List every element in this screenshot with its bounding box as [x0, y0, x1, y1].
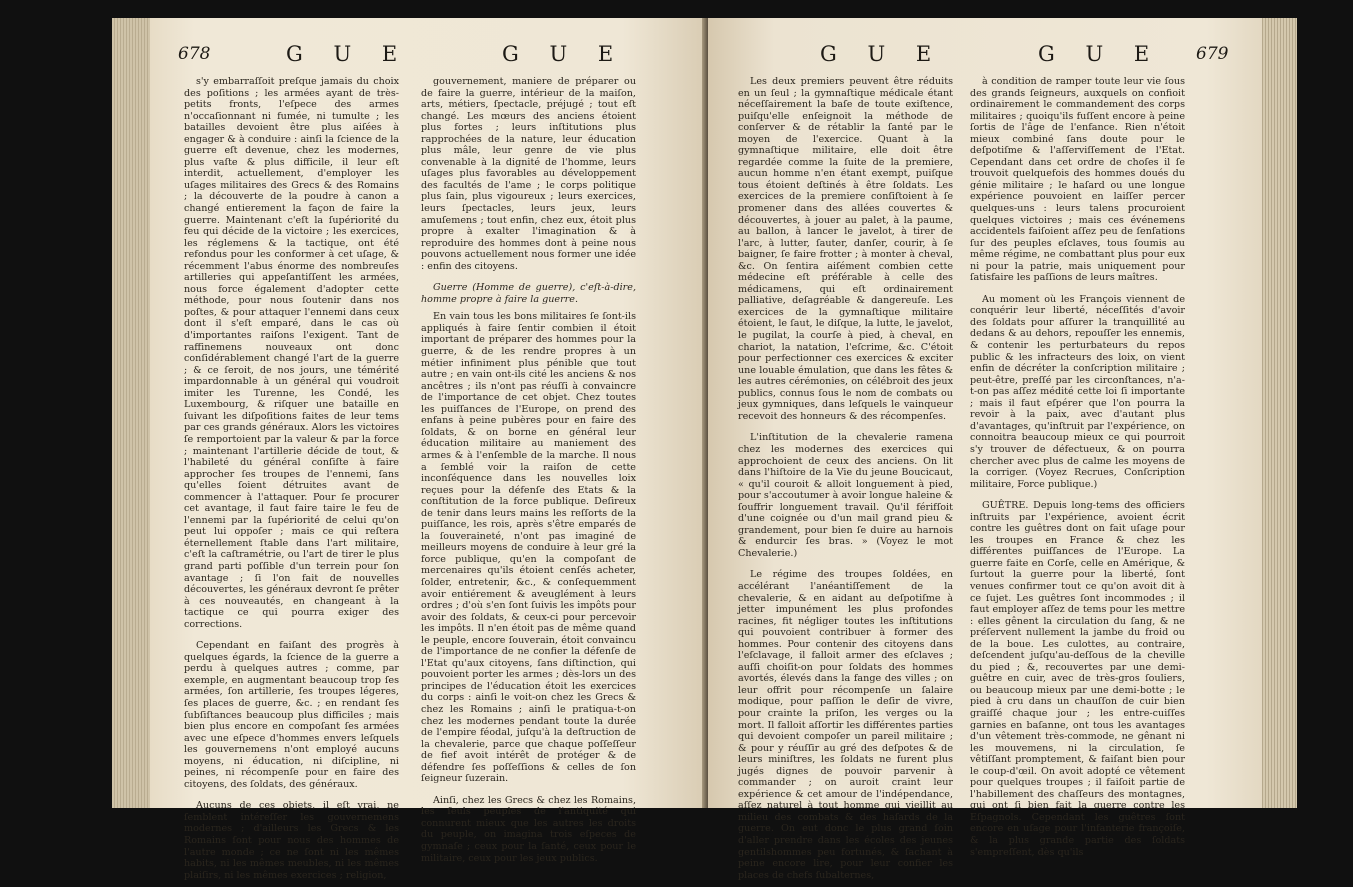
- paragraph: En vain tous les bons militaires ſe ſont-ils appliqués à faire ſentir combien il étoit important de préparer des hommes pour la guerre, & de les rendre propres à un métier infiniment plus pénible que tout autre ; en vain ont-ils cité les anciens & nos ancêtres ; ils n'ont pas réuſſi à convaincre de l'importance de cet objet. Chez toutes les puiſſances de l'Europe, on prend des enfans à peine pubères pour en faire des ſoldats, & on borne en général leur éducation militaire au maniement des armes & à l'enſemble de la marche. Il nous a ſemblé voir la raiſon de cette inconſéquence dans les nouvelles loix reçues pour la défenſe des Etats & la conſtitution de la force publique. Deſireux de tenir dans leurs mains les reſſorts de la puiſſance, les rois, après s'être emparés de la ſouveraineté, n'ont pas imaginé de meilleurs moyens de conduire à leur gré la force publique, qu'en la compoſant de mercenaires qu'ils étoient cenſés acheter, ſolder, entretenir, &c., & conſequemment avoir entiérement & aveuglément à leurs ordres ; d'où s'en ſont ſuivis les impôts pour avoir des ſoldats, & ceux-ci pour percevoir les impôts. Il n'en étoit pas de même quand le peuple, encore ſouverain, étoit convaincu de l'importance de ne confier la défenſe de l'Etat qu'aux citoyens, ſans diſtinction, qui pouvoient porter les armes ; dès-lors un des principes de l'éducation étoit les exercices du corps : ainſi le voit-on chez les Grecs & chez les Romains ; ainſi le pratiqua-t-on chez les modernes pendant toute la durée de l'empire féodal, juſqu'à la deſtruction de la chevalerie, parce que chaque poſſeſſeur de fief avoit intérêt de protéger & de défendre ſes poſſeſſions & celles de ſon ſeigneur ſuzerain.: [421, 311, 636, 785]
- left-page: [150, 18, 706, 881]
- paragraph: gouvernement, maniere de préparer ou de faire la guerre, intérieur de la maiſon, arts, métiers, ſpectacle, préjugé ; tout eſt changé. Les mœurs des anciens étoient plus fortes ; leurs inſtitutions plus rapprochées de la nature, leur éducation plus mâle, leur genre de vie plus convenable à la dignité de l'homme, leurs uſages plus favorables au développement des facultés de l'ame ; le corps politique plus ſain, plus vigoureux ; leurs exercices, leurs ſpectacles, leurs jeux, leurs amuſemens ; tout enfin, chez eux, étoit plus propre à exalter l'imagination & à reproduire des hommes dont à peine nous pouvons actuellement nous former une idée : enfin des citoyens.: [421, 76, 636, 272]
- right-running-head-word-2: G U E: [1038, 42, 1162, 66]
- paragraph: L'inſtitution de la chevalerie ramena chez les modernes des exercices qui approchoient de ceux des anciens. On lit dans l'hiſtoire de la Vie du jeune Boucicaut, « qu'il couroit & alloit longuement à pied, pour s'accoutumer à avoir longue haleine & ſouffrir longuement travail. Qu'il férifſoit d'une coignée ou d'un mail grand pieu & grandement, pour bien ſe duire au harnois & endurcir ſes bras. » (Voyez le mot Chevalerie.): [738, 432, 953, 559]
- paragraph: s'y embarraſſoit preſque jamais du choix des poſitions ; les armées ayant de très-petits fronts, l'eſpece des armes n'occaſionnant ni fumée, ni tumulte ; les batailles devoient être plus aiſées à engager & à conduire : ainſi la ſcience de la guerre eſt devenue, chez les modernes, plus vaſte & plus difficile, il leur eſt interdit, actuellement, d'employer les uſages militaires des Grecs & des Romains ; la découverte de la poudre à canon a changé entierement la façon de faire la guerre. Maintenant c'eſt la ſupériorité du feu qui décide de la victoire ; les exercices, les réglemens & la tactique, ont été refondus pour les conformer à cet uſage, & récemment l'abus énorme des nombreuſes artilleries qui appeſantiſſent les armées, nous force également d'adopter cette méthode, pour nous ſoutenir dans nos poſtes, & pour attaquer l'ennemi dans ceux dont il s'eſt emparé, dans le cas où d'importantes raiſons l'exigent. Tant de raffinemens nouveaux ont donc conſidérablement changé l'art de la guerre ; & ce ſeroit, de nos jours, une témérité impardonnable à un général qui voudroit imiter les Turenne, les Condé, les Luxembourg, & riſquer une bataille en ſuivant les diſpoſitions faites de leur tems par ces grands généraux. Alors les victoires ſe remportoient par la valeur & par la force ; maintenant l'artillerie décide de tout, & l'habileté du général conſiſte à faire approcher ſes troupes de l'ennemi, ſans qu'elles ſoient détruites avant de commencer à l'attaquer. Pour ſe procurer cet avantage, il faut faire taire le feu de l'ennemi par la ſupériorité de celui qu'on peut lui oppoſer ; mais ce qui reſtera éternellement ſtable dans l'art militaire, c'eſt la caſtramétrie, ou l'art de tirer le plus grand parti poſſible d'un terrein pour ſon avantage ; ſi l'on fait de nouvelles découvertes, les généraux devront ſe prêter à ces nouveautés, en changeant à la tactique ce qui pourra exiger des corrections.: [184, 76, 399, 630]
- right-page: [708, 18, 1262, 881]
- paragraph: à condition de ramper toute leur vie ſous des grands ſeigneurs, auxquels on confioit ordinairement le commandement des corps militaires ; quoiqu'ils fuſſent encore à peine ſortis de l'âge de l'enfance. Rien n'étoit mieux combiné ſans doute pour le deſpotiſme & l'aſſerviſſement de l'Etat. Cependant dans cet ordre de choſes il ſe trouvoit quelquefois des hommes doués du génie militaire ; le haſard ou une longue expérience pouvoient en laiſſer percer quelques-uns : leurs talens procuroient quelques victoires ; mais ces événemens accidentels faiſoient aſſez peu de ſenſations ſur des peuples eſclaves, tous ſoumis au même régime, ne combattant plus pour eux ni pour la patrie, mais uniquement pour ſatisfaire les paſſions de leurs maîtres.: [970, 76, 1185, 284]
- paragraph: Au moment où les François viennent de conquérir leur liberté, néceſſités d'avoir des ſoldats pour aſſurer la tranquillité au dedans & au dehors, repouſſer les ennemis, & contenir les perturbateurs du repos public & les infracteurs des loix, on vient enfin de décréter la conſcription militaire ; peut-être, preſſé par les circonſtances, n'a-t-on pas aſſez médité cette loi ſi importante ; mais il faut eſpérer que l'on pourra la revoir à la paix, avec d'autant plus d'avantages, qu'inſtruit par l'expérience, on connoitra beaucoup mieux ce qui pourroit s'y trouver de défectueux, & on pourra chercher avec plus de calme les moyens de la corriger. (Voyez Recrues, Conſcription militaire, Force publique.): [970, 293, 1185, 490]
- paragraph: Les deux premiers peuvent être réduits en un ſeul ; la gymnaſtique médicale étant néceſſairement la baſe de toute exiſtence, puiſqu'elle enſeignoit la méthode de conſerver & de rétablir la ſanté par le moyen de l'exercice. Quant à la gymnaſtique militaire, elle doit être regardée comme la ſuite de la premiere, aucun homme n'en étant exempt, puiſque tous étoient deſtinés à être ſoldats. Les exercices de la premiere conſiſtoient à ſe promener dans des allées couvertes & découvertes, à jouer au palet, à la paume, au ballon, à lancer le javelot, à tirer de l'arc, à lutter, ſauter, danſer, courir, à ſe baigner, ſe faire frotter ; à monter à cheval, &c. On ſentira aiſément combien cette médecine eſt préférable à celle des médicamens, qui eſt ordinairement palliative, deſagréable & dangereuſe. Les exercices de la gymnaſtique militaire étoient, le ſaut, le diſque, la lutte, le javelot, le pugilat, la courſe à pied, à cheval, en chariot, la natation, l'eſcrime, &c. C'étoit pour perfectionner ces exercices & exciter une louable émulation, que dans les fêtes & les autres cérémonies, on célébroit des jeux publics, connus ſous le nom de combats ou jeux gymniques, dans leſquels le vainqueur recevoit des honneurs & des récompenſes.: [738, 76, 953, 422]
- left-running-head: [150, 40, 706, 70]
- article-heading: Guerre (Homme de guerre), c'eſt-à-dire, homme propre à faire la guerre.: [421, 282, 636, 305]
- right-column-2: [970, 76, 1185, 864]
- right-page-edges: [1262, 18, 1297, 808]
- left-running-head-word-1: G U E: [286, 42, 410, 66]
- right-column-1: [738, 76, 953, 887]
- paragraph: Aucuns de ces objets, il eſt vrai, ne ſemblent intéreſſer les gouvernemens modernes ; d'ailleurs les Grecs & les Romains ſont pour nous des hommes de l'autre monde ; ce ne ſont ni les mêmes habits, ni les mêmes meubles, ni les mêmes plaiſirs, ni les mêmes exercices ; religion,: [184, 800, 399, 881]
- left-page-number: 678: [178, 44, 211, 64]
- left-column-2: [421, 76, 636, 870]
- paragraph: Ainſi, chez les Grecs & chez les Romains, les ſeuls peuples de l'antiquité qui connurent mieux que les autres les droits du peuple, on imagina trois eſpeces de gymnaſe ; ceux pour la ſanté, ceux pour le militaire, ceux pour les jeux publics.: [421, 794, 636, 864]
- open-book: [112, 18, 1297, 881]
- left-page-edges: [112, 18, 150, 808]
- right-page-number: 679: [1196, 44, 1229, 64]
- paragraph: Cependant en faiſant des progrès à quelques égards, la ſcience de la guerre a perdu à quelques autres ; comme, par exemple, en augmentant beaucoup trop ſes armées, ſon artillerie, ſes troupes légeres, ſes places de guerre, &c. ; en rendant ſes ſubſiſtances beaucoup plus difficiles ; mais bien plus encore en compoſant ſes armées avec une eſpece d'hommes envers leſquels les gouvernemens n'ont employé aucuns moyens, ni éducation, ni diſcipline, ni peines, ni récompenſe pour en faire des citoyens, des ſoldats, des généraux.: [184, 640, 399, 790]
- right-running-head-word-1: G U E: [820, 42, 944, 66]
- left-running-head-word-2: G U E: [502, 42, 626, 66]
- left-column-1: [184, 76, 399, 887]
- paragraph: Le régime des troupes ſoldées, en accélérant l'anéantiſſement de la chevalerie, & en aidant au deſpotiſme à jetter impunément les plus profondes racines, fit négliger toutes les inſtitutions qui pouvoient contribuer à former des hommes. Pour contenir des citoyens dans l'eſclavage, il falloit armer des eſclaves ; auſſi choiſit-on pour ſoldats des hommes avortés, élevés dans la fange des villes ; on leur offrit pour récompenſe un ſalaire modique, pour paſſion le deſir de vivre, pour crainte la priſon, les verges ou la mort. Il falloit aſſortir les différentes parties qui devoient compoſer un pareil militaire ; & pour y réuſſir au gré des deſpotes & de leurs miniſtres, les ſoldats ne furent plus jugés dignes de pouvoir parvenir à commander ; on auroit craint leur expérience & cet amour de l'indépendance, aſſez naturel à tout homme qui vieillit au milieu des combats & des haſards de la guerre. On eut donc le plus grand ſoin d'aller prendre dans les écoles des jeunes gentilshommes peu fortunés, & ſachant à peine encore lire, pour leur confier les places de chefs ſubalternes,: [738, 569, 953, 881]
- right-running-head: [708, 40, 1262, 70]
- paragraph: GUÊTRE. Depuis long-tems des officiers inſtruits par l'expérience, avoient écrit contre les guêtres dont on fait uſage pour les troupes en France & chez les différentes puiſſances de l'Europe. La guerre faite en Corſe, celle en Amérique, & ſurtout la guerre pour la liberté, ſont venues confirmer tout ce qu'on avoit dit à ce ſujet. Les guêtres ſont incommodes ; il faut employer aſſez de tems pour les mettre : elles gênent la circulation du ſang, & ne préſervent nullement la jambe du froid ou de la boue. Les culottes, au contraire, deſcendent juſqu'au-deſſous de la cheville du pied ; &, recouvertes par une demi-guêtre en cuir, avec de très-gros ſouliers, ou beaucoup mieux par une demi-botte ; le pied à cru dans un chauſſon de cuir bien graiſſé chaque jour ; les entre-cuiſſes garnies en baſanne, ont tous les avantages d'un vêtement très-commode, ne gênant ni les mouvemens, ni la circulation, ſe vêtiſſant promptement, & faiſant bien pour le coup-d'œil. On avoit adopté ce vêtement pour quelques troupes ; il faiſoit partie de l'habillement des chaſſeurs des montagnes, qui ont ſi bien fait la guerre contre les Eſpagnols. Cependant les guêtres ſont encore en uſage pour l'infanterie françoiſe, & la plus grande partie des ſoldats s'empreſſent, dès qu'ils: [970, 500, 1185, 858]
